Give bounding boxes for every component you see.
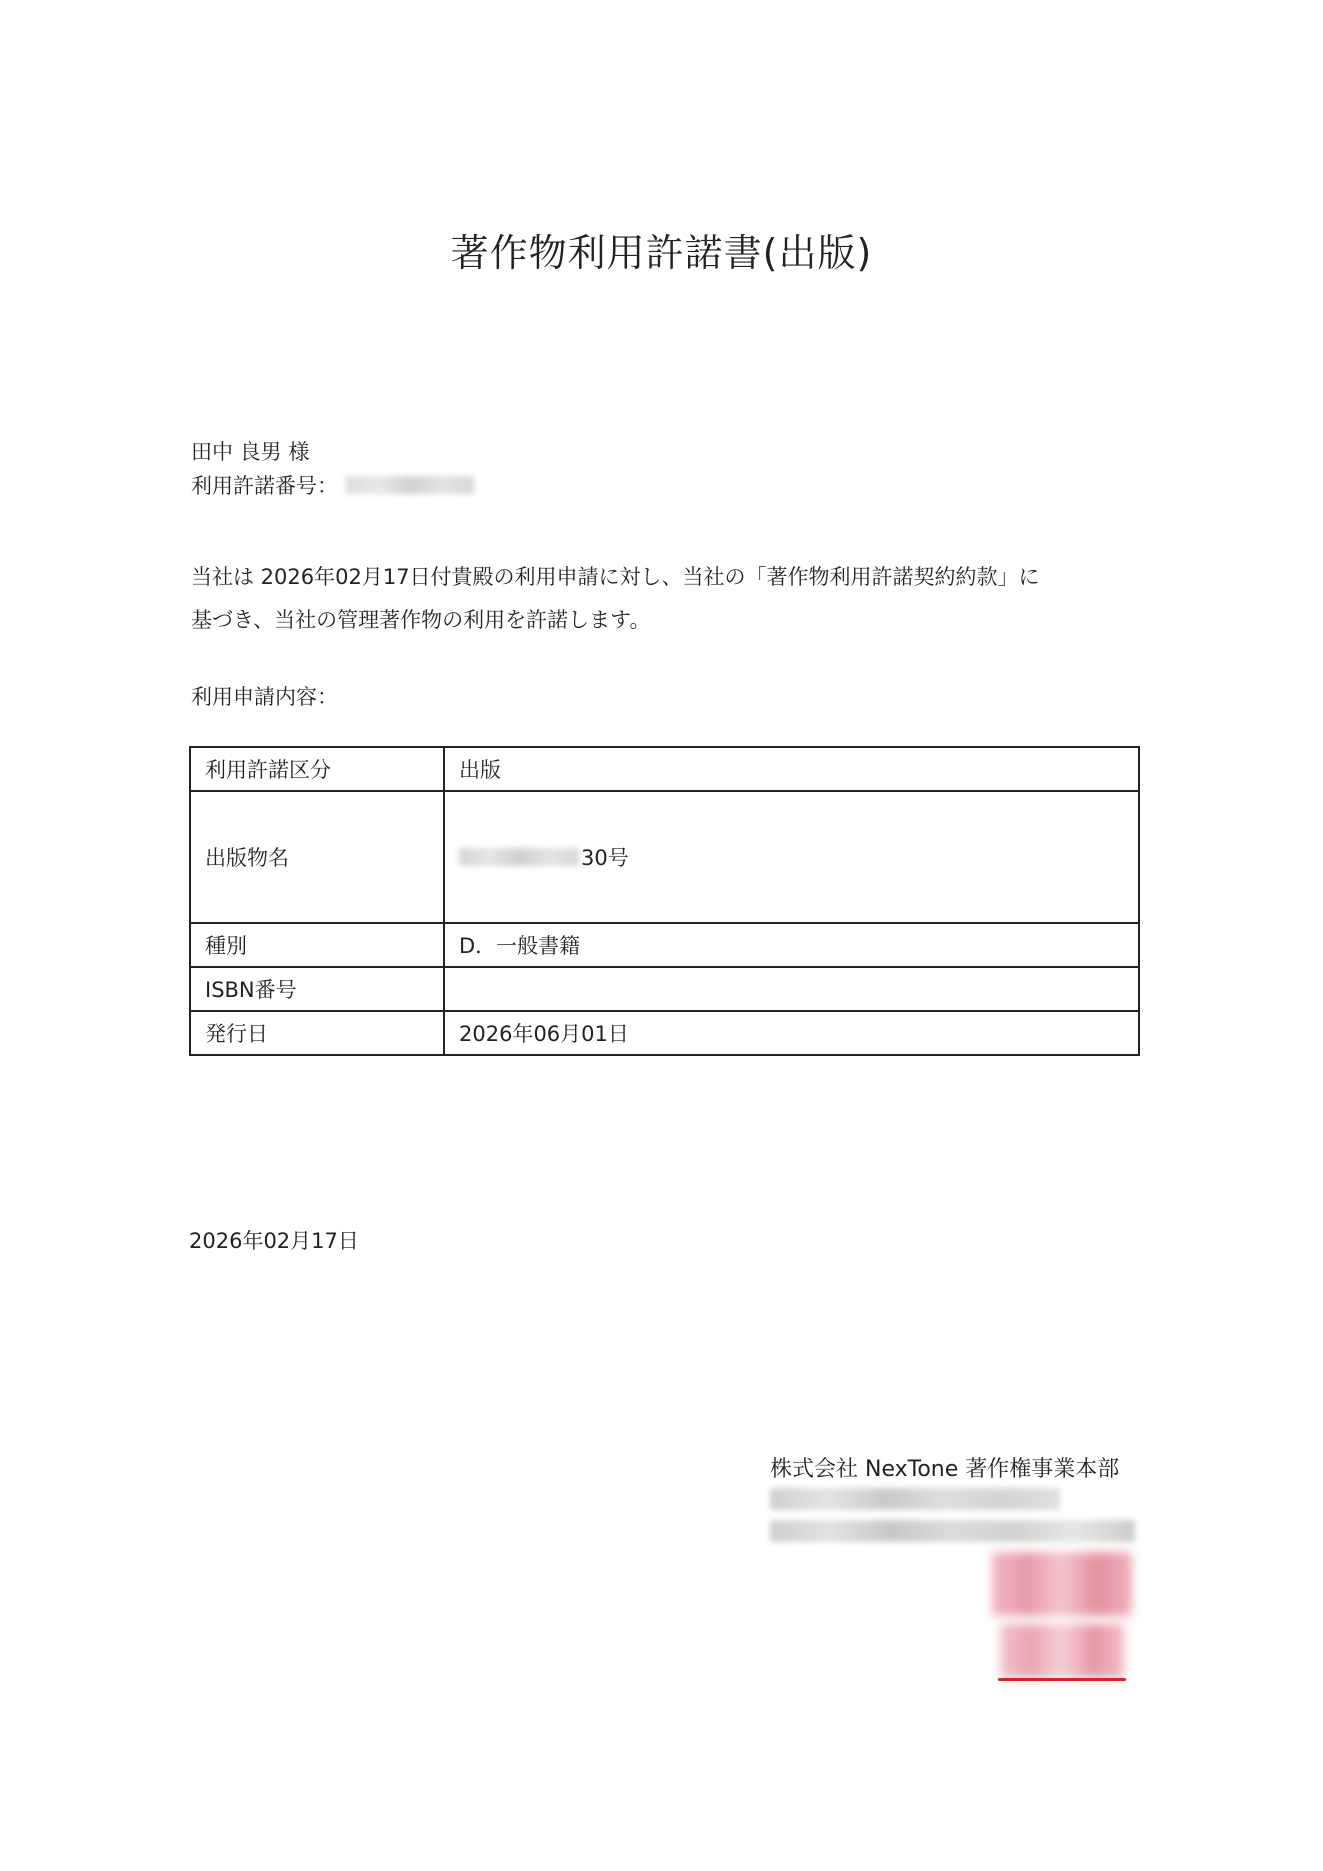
details-table: [189, 746, 1140, 1056]
issue-date-key: 発行日: [190, 1011, 444, 1055]
redacted-address-line-1: [770, 1488, 1060, 1510]
company-seal: [992, 1552, 1132, 1682]
table-row: [190, 1011, 1139, 1055]
isbn-key: ISBN番号: [190, 967, 444, 1011]
document-date: 2026年02月17日: [189, 1229, 359, 1253]
table-row: [190, 791, 1139, 923]
table-row: [190, 923, 1139, 967]
type-key: 種別: [190, 923, 444, 967]
publication-value-suffix: 30号: [581, 846, 629, 870]
company-name: 株式会社 NexTone 著作権事業本部: [770, 1457, 1120, 1482]
seal-upper-blur: [992, 1552, 1132, 1616]
category-key: 利用許諾区分: [190, 747, 444, 791]
issue-date-value: 2026年06月01日: [444, 1011, 1139, 1055]
seal-underline: [998, 1678, 1126, 1681]
addressee: 田中 良男 様: [191, 440, 310, 464]
table-row: [190, 967, 1139, 1011]
isbn-value: [444, 967, 1139, 1011]
statement-line-1: 当社は 2026年02月17日付貴殿の利用申請に対し、当社の「著作物利用許諾契約約款」に: [191, 565, 1040, 589]
document-title: 著作物利用許諾書(出版): [450, 231, 873, 275]
license-number-label: 利用許諾番号：: [191, 474, 338, 498]
category-value: 出版: [444, 747, 1139, 791]
license-statement: [191, 556, 1151, 642]
table-row: [190, 747, 1139, 791]
seal-lower-blur: [1000, 1624, 1124, 1678]
redacted-publication-name: [459, 848, 579, 866]
publication-value: [444, 791, 1139, 923]
type-value: D．一般書籍: [444, 923, 1139, 967]
redacted-address-line-2: [770, 1520, 1135, 1542]
redacted-license-number: [346, 476, 474, 494]
publication-key: 出版物名: [190, 791, 444, 923]
statement-line-2: 基づき、当社の管理著作物の利用を許諾します。: [191, 608, 651, 632]
license-number: [191, 470, 474, 500]
content-label: 利用申請内容：: [191, 685, 338, 709]
